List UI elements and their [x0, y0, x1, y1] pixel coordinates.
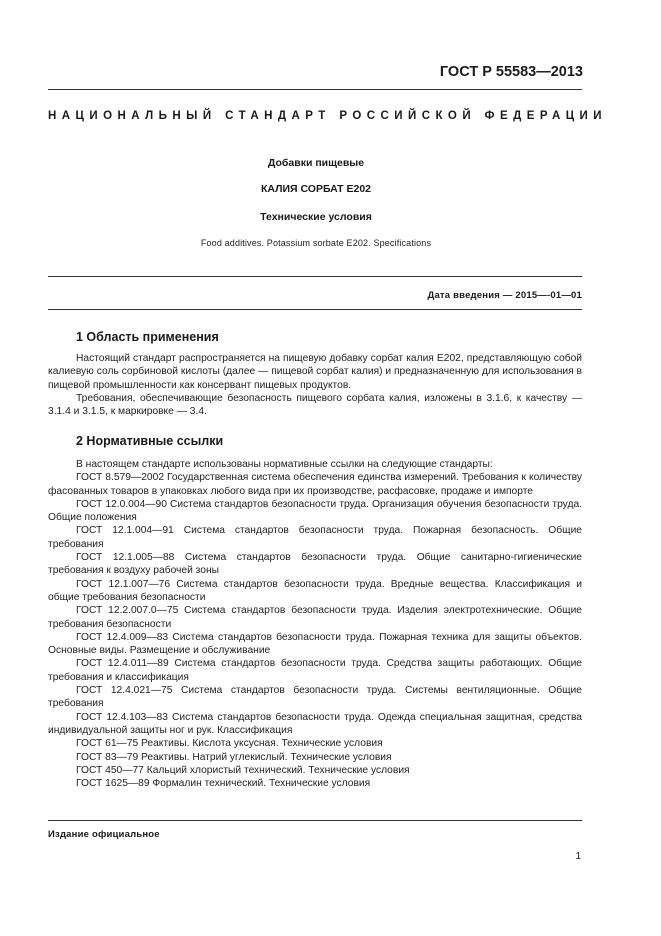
official-edition-label: Издание официальное [48, 829, 160, 840]
introduction-date: Дата введения — 2015—-01—01 [427, 290, 582, 301]
section-1-body [48, 352, 582, 418]
normative-references-list [48, 458, 582, 790]
page-number: 1 [575, 851, 581, 862]
title-divider [48, 276, 582, 277]
reference-item: ГОСТ 8.579—2002 Государственная система обеспечения единства измерений. Требования к количеству фасованных товаров в упаковках любого вида при их производстве, расфасовке, продаже и импорте [48, 472, 582, 497]
footer-divider [48, 820, 582, 821]
date-divider [48, 309, 582, 310]
reference-item: ГОСТ 12.2.007.0—75 Система стандартов безопасности труда. Изделия электротехнические. Общие требования безопасности [48, 605, 582, 630]
document-number: ГОСТ Р 55583—2013 [439, 64, 583, 80]
header-divider [48, 89, 582, 90]
reference-item: ГОСТ 12.4.103—83 Система стандартов безопасности труда. Одежда специальная защитная, средства индивидуальной защиты ног и рук. Классификация [48, 711, 582, 736]
section-1-heading: 1 Область применения [76, 330, 219, 344]
reference-item: ГОСТ 12.4.009—83 Система стандартов безопасности труда. Пожарная техника для защиты объектов. Основные виды. Размещение и обслуживание [48, 631, 582, 657]
section-1-paragraph: Настоящий стандарт распространяется на пищевую добавку сорбат калия E202, представляющую собой калиевую соль сорбиновой кислоты (далее — пищевой сорбат калия) и предназначенную для использования в пищевой промышленности как консервант пищевых продуктов. [48, 353, 582, 391]
reference-item: ГОСТ 12.4.021—75 Система стандартов безопасности труда. Системы вентиляционные. Общие требования [48, 685, 582, 710]
reference-item: ГОСТ 12.1.005—88 Система стандартов безопасности труда. Общие санитарно-гигиенические требования к воздуху рабочей зоны [48, 552, 582, 577]
standard-subtitle: Технические условия [260, 211, 372, 223]
reference-item: ГОСТ 12.4.011—89 Система стандартов безопасности труда. Средства защиты работающих. Общие требования и классификация [48, 658, 582, 683]
subject-heading: Добавки пищевые [267, 157, 365, 169]
reference-item: ГОСТ 1625—89 Формалин технический. Технические условия [76, 778, 371, 790]
national-standard-title: НАЦИОНАЛЬНЫЙ СТАНДАРТ РОССИЙСКОЙ ФЕДЕРАЦИИ [48, 110, 607, 122]
section-1-paragraph: Требования, обеспечивающие безопасность пищевого сорбата калия, изложены в 3.1.6, к качеству — 3.1.4 и 3.1.5, к маркировке — 3.4. [48, 392, 582, 418]
reference-item: ГОСТ 450—77 Кальций хлористый технический. Технические условия [76, 764, 410, 776]
reference-item: ГОСТ 12.0.004—90 Система стандартов безопасности труда. Организация обучения безопасности труда. Общие положения [48, 498, 582, 524]
standard-title: КАЛИЯ СОРБАТ E202 [260, 183, 372, 195]
reference-item: ГОСТ 12.1.007—76 Система стандартов безопасности труда. Вредные вещества. Классификация и общие требования безопасности [48, 578, 582, 603]
reference-item: ГОСТ 83—79 Реактивы. Натрий углекислый. Технические условия [76, 751, 392, 763]
section-2-heading: 2 Нормативные ссылки [76, 434, 224, 448]
references-intro: В настоящем стандарте использованы нормативные ссылки на следующие стандарты: [76, 459, 493, 470]
reference-item: ГОСТ 12.1.004—91 Система стандартов безопасности труда. Пожарная безопасность. Общие требования [48, 525, 582, 550]
english-title: Food additives. Potassium sorbate E202. Specifications [200, 238, 432, 248]
reference-item: ГОСТ 61—75 Реактивы. Кислота уксусная. Технические условия [76, 738, 383, 750]
